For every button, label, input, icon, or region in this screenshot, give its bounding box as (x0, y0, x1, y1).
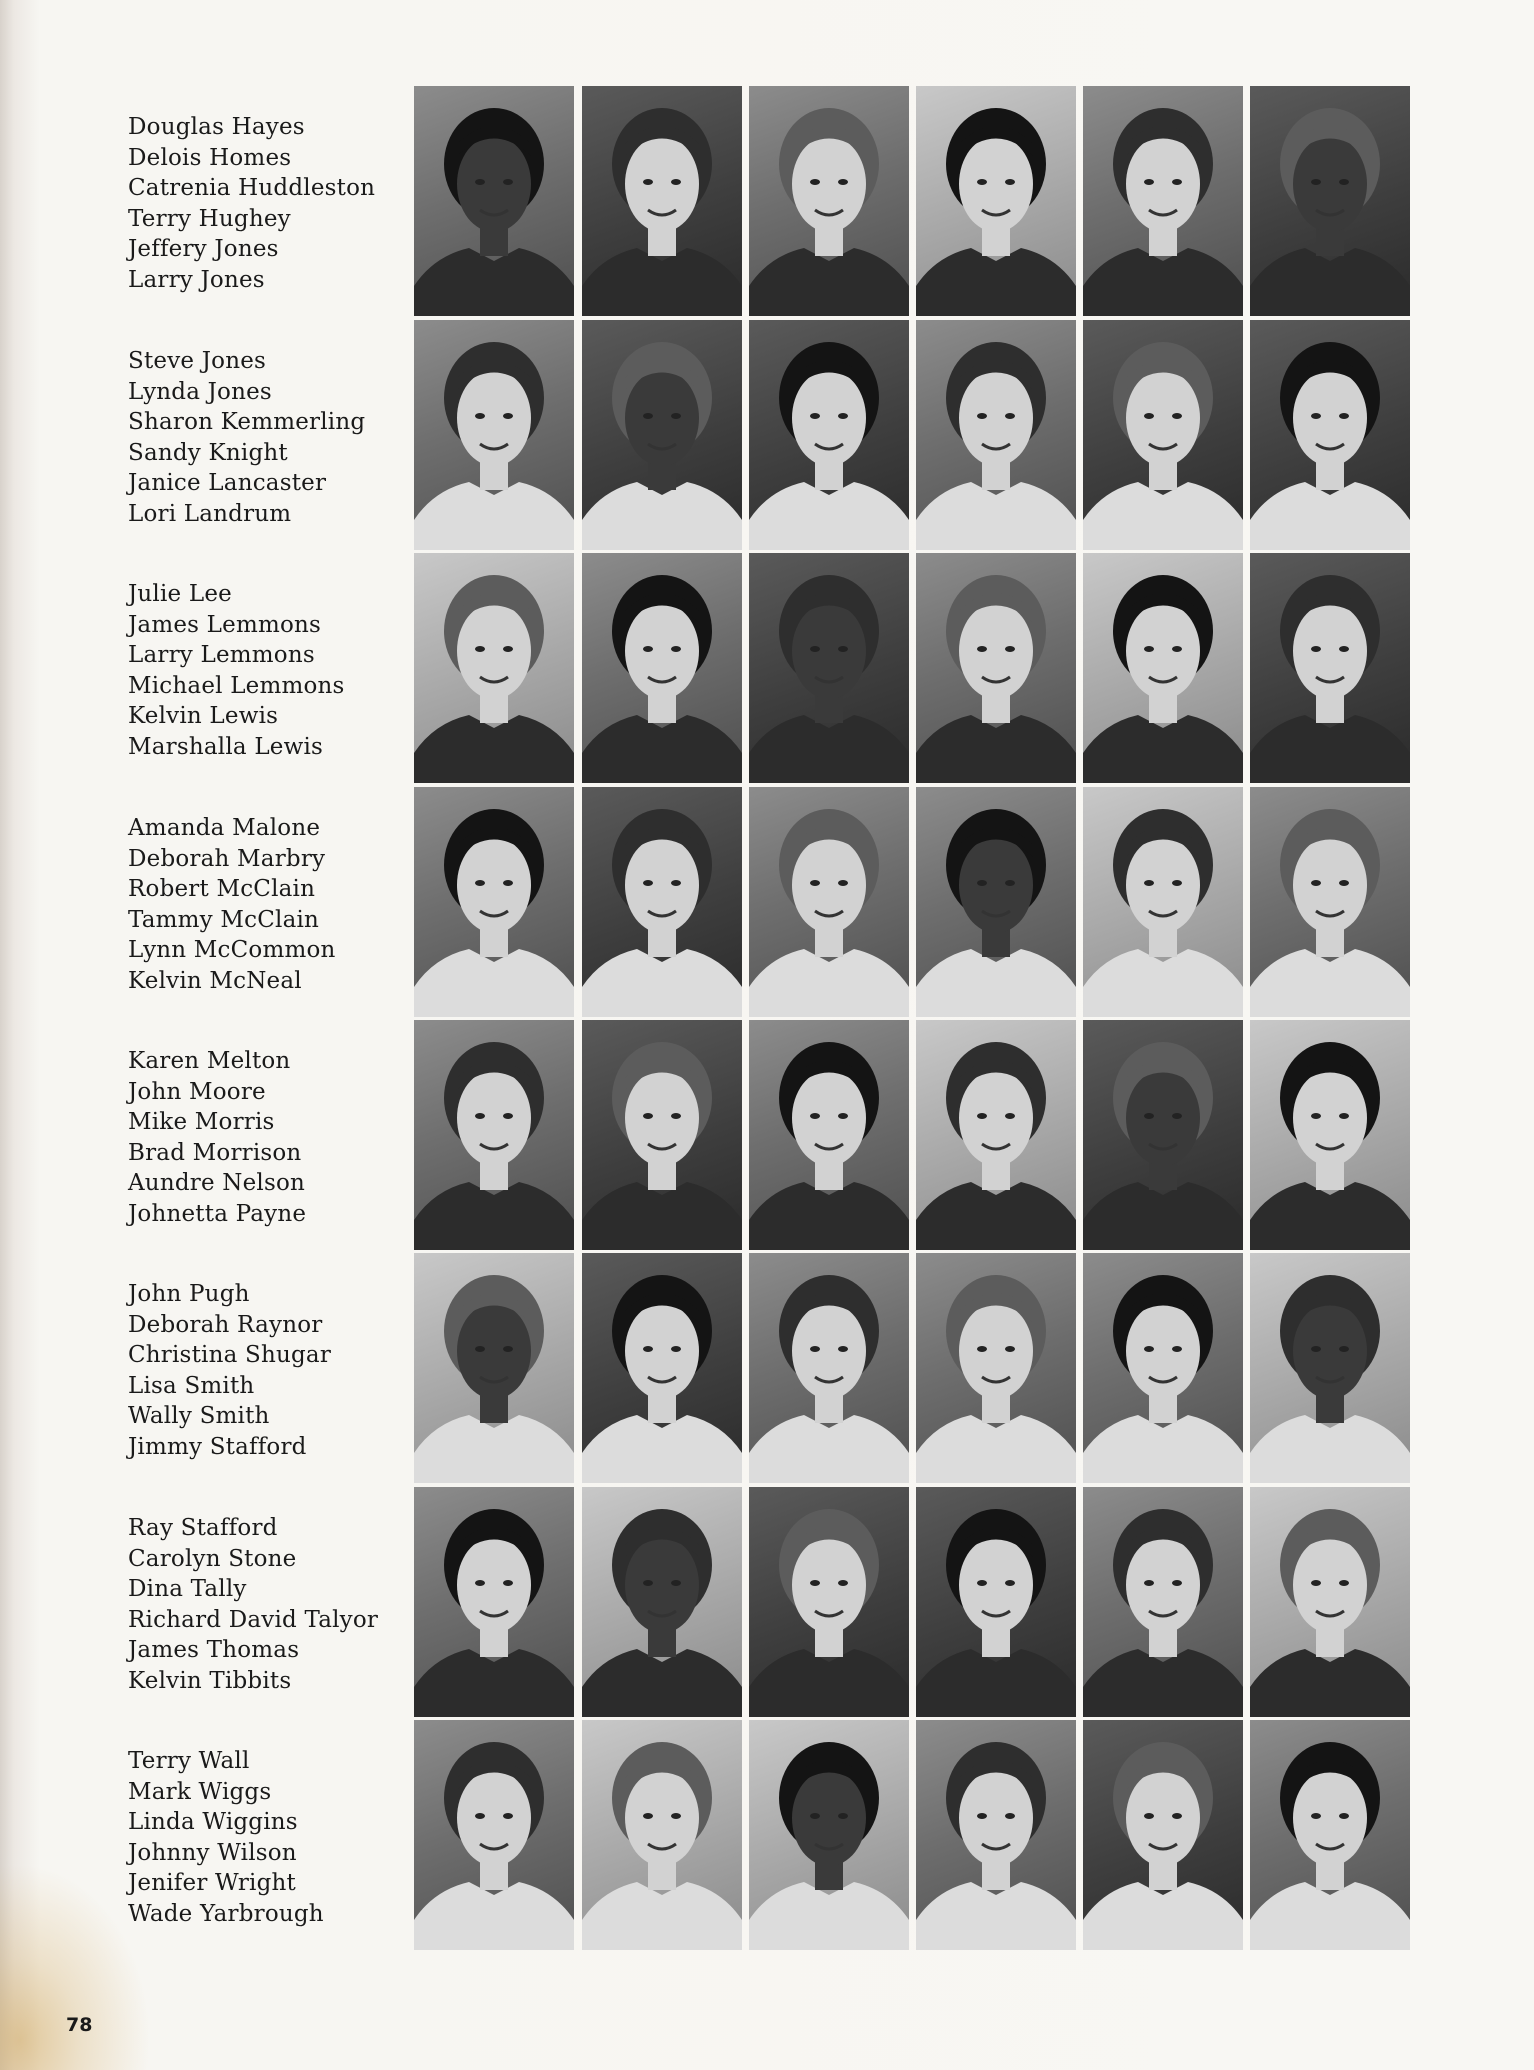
student-name: Delois Homes (128, 144, 292, 171)
student-name: Terry Hughey (128, 205, 291, 232)
student-name: Marshalla Lewis (128, 733, 324, 760)
student-portrait (916, 86, 1076, 316)
student-portrait (582, 1253, 742, 1483)
student-name: Sandy Knight (128, 439, 288, 466)
student-portrait (414, 1487, 574, 1717)
student-name: Kelvin Tibbits (128, 1667, 292, 1694)
student-portrait (749, 553, 909, 783)
student-portrait (749, 320, 909, 550)
student-name: Richard David Talyor (128, 1606, 379, 1633)
student-portrait (749, 787, 909, 1017)
name-list (128, 813, 408, 996)
student-portrait (1083, 787, 1243, 1017)
student-portrait (414, 787, 574, 1017)
student-portrait (414, 320, 574, 550)
student-name: Wade Yarbrough (128, 1900, 324, 1927)
student-name: Kelvin McNeal (128, 967, 302, 994)
student-name: Johnetta Payne (128, 1200, 307, 1227)
student-portrait (1250, 320, 1410, 550)
student-portrait (1083, 1253, 1243, 1483)
portrait-strip (414, 1253, 1414, 1483)
name-list (128, 112, 408, 295)
student-portrait (1250, 1253, 1410, 1483)
portrait-strip (414, 1487, 1414, 1717)
student-portrait (1083, 553, 1243, 783)
student-portrait (1250, 1020, 1410, 1250)
name-list (128, 1046, 408, 1229)
student-portrait (749, 1020, 909, 1250)
student-portrait (916, 1253, 1076, 1483)
student-name: Janice Lancaster (128, 470, 327, 496)
student-portrait (749, 1487, 909, 1717)
student-portrait (582, 86, 742, 316)
student-name: John Pugh (128, 1281, 250, 1307)
student-portrait (916, 787, 1076, 1017)
student-name: Wally Smith (128, 1403, 270, 1429)
student-portrait (582, 1487, 742, 1717)
student-name: Larry Lemmons (128, 642, 315, 668)
student-name: Jeffery Jones (128, 236, 279, 262)
student-portrait (1250, 1487, 1410, 1717)
portrait-strip (414, 86, 1414, 316)
student-name: Larry Jones (128, 266, 265, 293)
student-portrait (414, 1020, 574, 1250)
roster-row (0, 1253, 1534, 1485)
student-portrait (582, 1020, 742, 1250)
student-name: Jimmy Stafford (128, 1433, 307, 1460)
student-portrait (1083, 1720, 1243, 1950)
name-list (128, 1279, 408, 1462)
student-portrait (414, 1720, 574, 1950)
student-name: Kelvin Lewis (128, 703, 279, 729)
student-name: Deborah Raynor (128, 1311, 323, 1338)
student-name: Carolyn Stone (128, 1545, 297, 1572)
student-portrait (916, 1020, 1076, 1250)
student-portrait (582, 787, 742, 1017)
student-name: Brad Morrison (128, 1139, 302, 1166)
student-portrait (916, 1720, 1076, 1950)
student-portrait (916, 553, 1076, 783)
student-name: Aundre Nelson (128, 1170, 306, 1196)
student-portrait (582, 553, 742, 783)
student-name: Johnny Wilson (128, 1839, 297, 1866)
roster-row (0, 1020, 1534, 1252)
student-portrait (916, 320, 1076, 550)
portrait-strip (414, 320, 1414, 550)
student-portrait (414, 553, 574, 783)
student-portrait (1083, 320, 1243, 550)
student-name: Lori Landrum (128, 500, 292, 527)
student-name: Catrenia Huddleston (128, 175, 376, 201)
student-name: John Moore (128, 1078, 266, 1105)
student-portrait (749, 1253, 909, 1483)
student-portrait (916, 1487, 1076, 1717)
student-portrait (1250, 787, 1410, 1017)
student-name: Linda Wiggins (128, 1809, 298, 1835)
student-name: James Thomas (128, 1637, 300, 1663)
roster-row (0, 86, 1534, 318)
student-portrait (1083, 1487, 1243, 1717)
student-name: Lynn McCommon (128, 937, 336, 963)
portrait-strip (414, 553, 1414, 783)
roster-row (0, 320, 1534, 552)
student-name: Lisa Smith (128, 1372, 255, 1399)
name-list (128, 1746, 408, 1929)
student-name: Karen Melton (128, 1048, 291, 1074)
student-name: Amanda Malone (128, 815, 321, 841)
student-portrait (582, 320, 742, 550)
roster-row (0, 1720, 1534, 1952)
student-name: Dina Tally (128, 1576, 247, 1602)
student-portrait (582, 1720, 742, 1950)
student-portrait (414, 86, 574, 316)
roster-row (0, 553, 1534, 785)
student-name: Sharon Kemmerling (128, 409, 366, 435)
student-name: Mike Morris (128, 1109, 275, 1135)
student-portrait (1083, 1020, 1243, 1250)
student-name: Lynda Jones (128, 378, 272, 405)
student-portrait (1250, 553, 1410, 783)
student-portrait (749, 86, 909, 316)
student-name: Mark Wiggs (128, 1778, 272, 1805)
student-name: Michael Lemmons (128, 672, 345, 699)
student-name: Ray Stafford (128, 1515, 278, 1541)
student-portrait (414, 1253, 574, 1483)
student-name: Robert McClain (128, 876, 316, 902)
student-name: Tammy McClain (128, 906, 320, 933)
name-list (128, 346, 408, 529)
student-name: Jenifer Wright (128, 1870, 296, 1896)
portrait-strip (414, 1020, 1414, 1250)
student-name: Julie Lee (128, 581, 232, 607)
page-number: 78 (66, 2014, 93, 2036)
student-name: James Lemmons (128, 611, 322, 638)
name-list (128, 1513, 408, 1696)
student-portrait (1250, 86, 1410, 316)
roster-row (0, 1487, 1534, 1719)
portrait-strip (414, 1720, 1414, 1950)
name-list (128, 579, 408, 762)
student-name: Steve Jones (128, 348, 267, 374)
roster-row (0, 787, 1534, 1019)
student-name: Christina Shugar (128, 1342, 332, 1368)
student-portrait (749, 1720, 909, 1950)
portrait-strip (414, 787, 1414, 1017)
student-name: Deborah Marbry (128, 845, 326, 872)
student-portrait (1250, 1720, 1410, 1950)
student-name: Douglas Hayes (128, 114, 305, 140)
student-portrait (1083, 86, 1243, 316)
student-name: Terry Wall (128, 1748, 250, 1774)
